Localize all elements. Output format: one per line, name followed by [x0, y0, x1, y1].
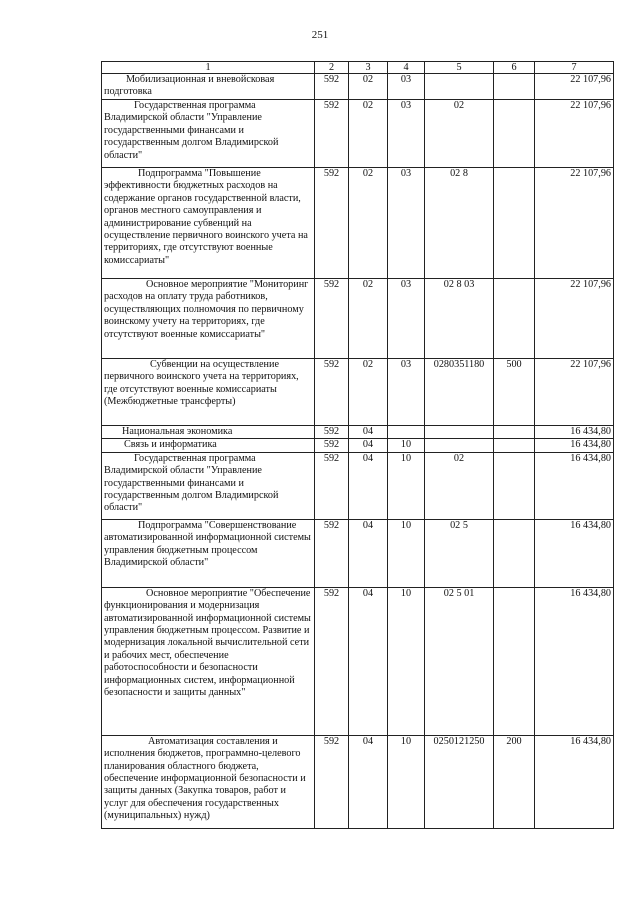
cell-col5: [425, 426, 494, 439]
table-row: [102, 452, 614, 519]
row-name: Государственная программа Владимирской области "Управление государственными финансами и государственным долгом Владимирской области": [102, 452, 315, 519]
row-name: Связь и информатика: [102, 439, 315, 452]
cell-col3: 04: [349, 519, 388, 587]
cell-col2: 592: [315, 452, 349, 519]
cell-col5: 0280351180: [425, 359, 494, 426]
row-name: Подпрограмма "Совершенствование автоматизированной информационной системы управления бюджетным процессом Владимирской области": [102, 519, 315, 587]
cell-col6: [494, 587, 535, 735]
cell-col6: 500: [494, 359, 535, 426]
cell-col2: 592: [315, 100, 349, 168]
cell-col2: 592: [315, 74, 349, 100]
cell-col3: 02: [349, 279, 388, 359]
cell-col3: 04: [349, 735, 388, 828]
budget-table: [101, 61, 614, 829]
cell-amount: 22 107,96: [535, 100, 614, 168]
cell-col4: [388, 426, 425, 439]
cell-col4: 03: [388, 168, 425, 279]
header-cell: 5: [425, 62, 494, 74]
table-header-row: [102, 62, 614, 74]
cell-amount: 16 434,80: [535, 439, 614, 452]
cell-amount: 22 107,96: [535, 168, 614, 279]
row-name: Основное мероприятие "Обеспечение функционирования и модернизация автоматизированной информационной системы управления бюджетным процессом. Развитие и модернизация локальной вычислительной сети и рабочих мест, обеспечение работоспособности и безопасности информационных систем, информационной безопасности и защиты данных": [102, 587, 315, 735]
cell-col6: [494, 279, 535, 359]
cell-amount: 22 107,96: [535, 74, 614, 100]
cell-amount: 16 434,80: [535, 735, 614, 828]
table-row: [102, 100, 614, 168]
cell-col4: 10: [388, 452, 425, 519]
cell-col2: 592: [315, 735, 349, 828]
header-cell: 7: [535, 62, 614, 74]
cell-amount: 16 434,80: [535, 426, 614, 439]
row-name: Национальная экономика: [102, 426, 315, 439]
cell-col6: [494, 426, 535, 439]
cell-col4: 03: [388, 74, 425, 100]
cell-amount: 16 434,80: [535, 519, 614, 587]
row-name: Автоматизация составления и исполнения бюджетов, программно-целевого планирования областного бюджета, обеспечение информационной безопасности и защиты данных (Закупка товаров, работ и услуг для обеспечения государственных (муниципальных) нужд): [102, 735, 315, 828]
cell-col4: 10: [388, 439, 425, 452]
cell-col5: 02 5: [425, 519, 494, 587]
cell-amount: 16 434,80: [535, 452, 614, 519]
cell-col6: [494, 74, 535, 100]
row-name: Основное мероприятие "Мониторинг расходов на оплату труда работников, осуществляющих полномочия по первичному воинскому учету на территориях, где отсутствуют военные комиссариаты": [102, 279, 315, 359]
cell-col5: 02 8: [425, 168, 494, 279]
cell-col5: [425, 439, 494, 452]
cell-col4: 10: [388, 587, 425, 735]
cell-col2: 592: [315, 439, 349, 452]
cell-col2: 592: [315, 426, 349, 439]
cell-col3: 04: [349, 587, 388, 735]
row-name: Подпрограмма "Повышение эффективности бюджетных расходов на содержание органов государственной власти, органов местного самоуправления и администрирование субвенций на осуществление первичного воинского учета на территориях, где отсутствуют военные комиссариаты": [102, 168, 315, 279]
header-cell: 3: [349, 62, 388, 74]
header-cell: 6: [494, 62, 535, 74]
cell-col2: 592: [315, 519, 349, 587]
table-row: [102, 168, 614, 279]
table-row: [102, 735, 614, 828]
table-row: [102, 519, 614, 587]
table-row: [102, 426, 614, 439]
cell-col3: 02: [349, 168, 388, 279]
table-row: [102, 279, 614, 359]
cell-col3: 04: [349, 452, 388, 519]
table-row: [102, 359, 614, 426]
header-cell: 4: [388, 62, 425, 74]
cell-col3: 04: [349, 439, 388, 452]
cell-col5: [425, 74, 494, 100]
cell-col3: 02: [349, 74, 388, 100]
cell-col4: 10: [388, 519, 425, 587]
cell-col2: 592: [315, 168, 349, 279]
cell-amount: 22 107,96: [535, 279, 614, 359]
cell-col3: 02: [349, 100, 388, 168]
page-number: 251: [311, 29, 329, 41]
cell-col5: 02 8 03: [425, 279, 494, 359]
cell-col2: 592: [315, 359, 349, 426]
cell-amount: 22 107,96: [535, 359, 614, 426]
cell-col4: 03: [388, 359, 425, 426]
header-cell: 1: [102, 62, 315, 74]
cell-col5: 02 5 01: [425, 587, 494, 735]
cell-col5: 0250121250: [425, 735, 494, 828]
table-row: [102, 439, 614, 452]
cell-col6: [494, 439, 535, 452]
cell-col5: 02: [425, 100, 494, 168]
table-row: [102, 587, 614, 735]
cell-col6: [494, 519, 535, 587]
cell-col5: 02: [425, 452, 494, 519]
header-cell: 2: [315, 62, 349, 74]
cell-col2: 592: [315, 587, 349, 735]
cell-col4: 03: [388, 279, 425, 359]
table-row: [102, 74, 614, 100]
cell-col3: 02: [349, 359, 388, 426]
row-name: Государственная программа Владимирской области "Управление государственными финансами и государственным долгом Владимирской области": [102, 100, 315, 168]
cell-col4: 10: [388, 735, 425, 828]
cell-col3: 04: [349, 426, 388, 439]
row-name: Субвенции на осуществление первичного воинского учета на территориях, где отсутствуют военные комиссариаты (Межбюджетные трансферты): [102, 359, 315, 426]
row-name: Мобилизационная и вневойсковая подготовка: [102, 74, 315, 100]
cell-col4: 03: [388, 100, 425, 168]
cell-col6: [494, 168, 535, 279]
cell-col6: 200: [494, 735, 535, 828]
cell-amount: 16 434,80: [535, 587, 614, 735]
cell-col6: [494, 452, 535, 519]
cell-col6: [494, 100, 535, 168]
cell-col2: 592: [315, 279, 349, 359]
